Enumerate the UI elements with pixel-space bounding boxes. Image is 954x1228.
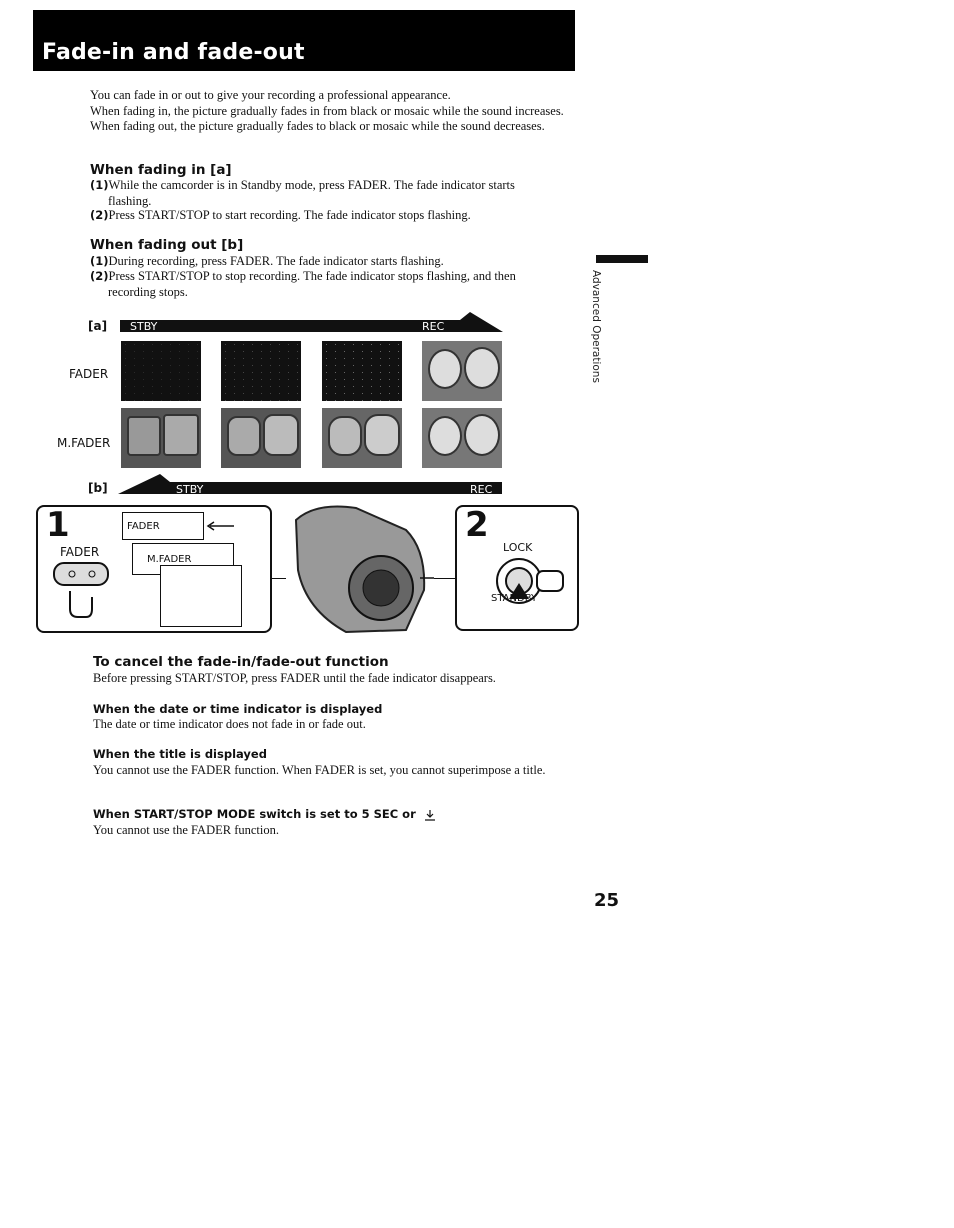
label-b: [b] [88,481,108,495]
note-heading-start-stop [93,807,436,821]
step-text: During recording, press FADER. The fade indicator starts flashing. [108,254,444,268]
mfader-frame-4 [422,408,502,468]
fade-in-step-2 [90,208,565,224]
intro-text [90,88,565,135]
fader-button-icon [52,561,112,621]
intro-line-1: You can fade in or out to give your recording a professional appearance. [90,88,451,102]
cancel-text: Before pressing START/STOP, press FADER until the fade indicator disappears. [93,671,496,685]
note-heading-title: When the title is displayed [93,747,267,761]
side-tab-marker [596,255,648,263]
fade-in-step-1 [90,178,565,209]
rec-label-a: REC [422,320,445,333]
step-text: Press START/STOP to stop recording. The fade indicator stops flashing, and then [108,269,516,283]
fader-frame-3 [322,341,402,401]
anti-ground-shooting-icon [424,809,436,821]
stby-label-b: STBY [176,483,204,496]
note-heading-start-stop-text: When START/STOP MODE switch is set to 5 SEC or [93,807,416,821]
fade-in-heading: When fading in [a] [90,162,232,178]
page-title: Fade-in and fade-out [42,40,305,65]
timeline-bar-a [120,312,505,334]
note-heading-date: When the date or time indicator is displayed [93,702,383,716]
rec-label-b: REC [470,483,493,496]
note-text-start-stop: You cannot use the FADER function. [93,823,279,837]
mfader-indicator-text: M.FADER [147,554,192,565]
mfader-frame-3 [322,408,402,468]
standby-label: STANDBY [491,593,538,604]
step-text-cont: recording stops. [108,284,188,299]
fader-frame-1 [121,341,201,401]
arrow-left-icon [206,521,236,531]
timeline-bar-b [118,472,504,496]
fader-frame-2 [221,341,301,401]
row-label-mfader: M.FADER [57,436,111,450]
connector-line-left [272,578,286,579]
step-number: (2) [90,208,109,222]
fade-out-heading: When fading out [b] [90,237,244,253]
note-text-date: The date or time indicator does not fade in or fade out. [93,717,366,731]
side-tab-label: Advanced Operations [590,270,602,383]
mfader-frame-1 [121,408,201,468]
page-number: 25 [594,890,620,911]
step-text-cont: flashing. [108,193,152,208]
panel-1-number: 1 [46,505,70,545]
step-number: (1) [90,178,109,192]
cancel-heading: To cancel the fade-in/fade-out function [93,654,389,670]
step-number: (2) [90,269,109,283]
note-text-title: You cannot use the FADER function. When FADER is set, you cannot superimpose a title. [93,763,546,777]
fade-out-step-2 [90,269,565,300]
step-number: (1) [90,254,109,268]
panel-1 [36,505,272,633]
step-text: While the camcorder is in Standby mode, press FADER. The fade indicator starts [108,178,515,192]
fader-indicator-text: FADER [127,521,160,532]
fader-button-label: FADER [60,545,100,559]
fader-indicator-screen [122,512,204,540]
connector-line-right [434,578,456,579]
intro-line-2: When fading in, the picture gradually fades in from black or mosaic while the sound increases. When fading out, the picture gradually fades to black or mosaic while the sound decreases. [90,103,564,133]
row-label-fader: FADER [69,367,109,381]
fade-out-step-1 [90,254,565,270]
step-text: Press START/STOP to start recording. The fade indicator stops flashing. [108,208,471,222]
blank-indicator-screen [160,565,242,627]
fader-frame-4 [422,341,502,401]
label-a: [a] [88,319,108,333]
title-bar [33,10,575,71]
panel-2-number: 2 [465,505,489,545]
mfader-frame-2 [221,408,301,468]
panel-2 [455,505,579,631]
lock-label: LOCK [503,541,533,554]
camcorder-illustration [286,500,434,635]
stby-label-a: STBY [130,320,158,333]
